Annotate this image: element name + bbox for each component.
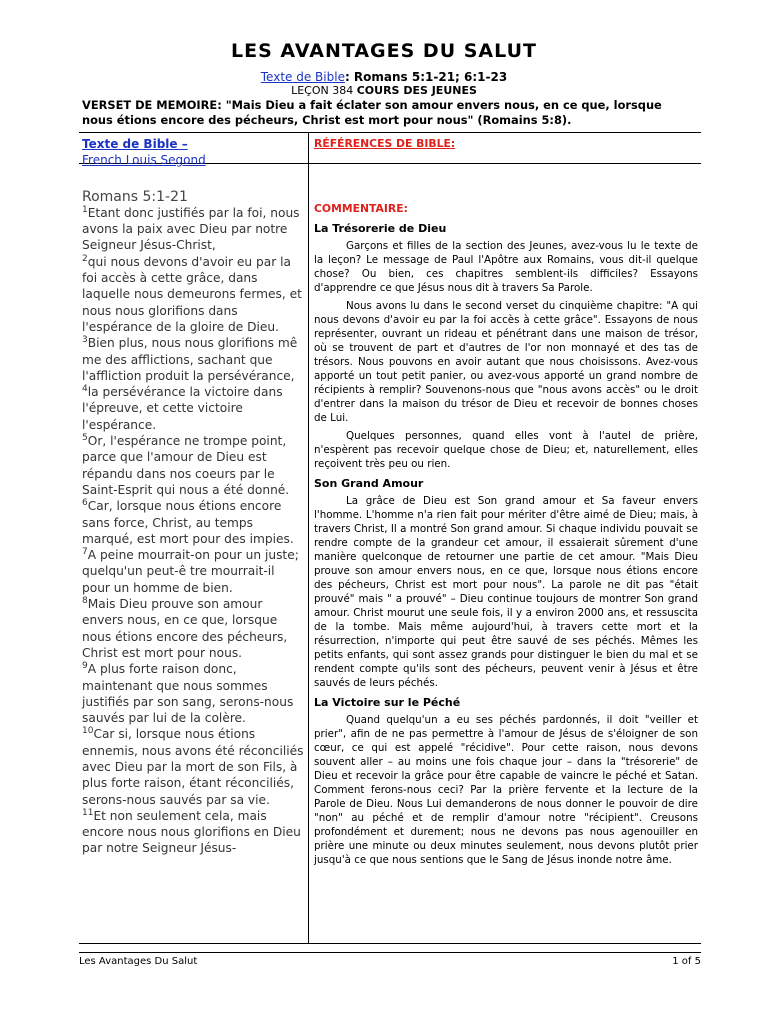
lesson-course: COURS DES JEUNES — [356, 84, 477, 97]
lesson-number: LEÇON 384 — [291, 84, 357, 97]
verse-number: 4 — [82, 384, 88, 395]
verse-number: 1 — [82, 204, 88, 215]
section-heading: Son Grand Amour — [314, 477, 424, 490]
verse-number: 3 — [82, 335, 88, 346]
verse — [82, 384, 304, 433]
references-heading: RÉFÉRENCES DE BIBLE: — [314, 137, 456, 150]
memory-verse: VERSET DE MEMOIRE: "Mais Dieu a fait éclater son amour envers nous, en ce que, lorsque nous étions encore des pécheurs, Christ est mort pour nous" (Romains 5:8). — [82, 98, 662, 127]
verse-number: 8 — [82, 595, 88, 606]
verse-text: la persévérance la victoire dans l'épreuve, et cette victoire l'espérance. — [82, 385, 283, 432]
verse-text: A plus forte raison donc, maintenant que nous sommes justifiés par son sang, serons-nous sauvés par lui de la colère. — [82, 662, 294, 726]
source-version-link[interactable]: French Louis Segond — [82, 153, 206, 168]
verse-text: Et non seulement cela, mais encore nous nous glorifions en Dieu par notre Seigneur Jésus- — [82, 808, 301, 856]
verse-text: Car, lorsque nous étions encore sans force, Christ, au temps marqué, est mort pour des impies. — [82, 499, 294, 546]
commentary-paragraph: Garçons et filles de la section des Jeunes, avez-vous lu le texte de la leçon? Le message de Paul l'Apôtre aux Romains, vous dit-il quelque chose? Ou bien, ces chapitres semblent-ils difficiles? Essayons d'apprendre ce que Jésus nous dit à travers Sa Parole. — [314, 240, 698, 294]
verse-text: Car si, lorsque nous étions ennemis, nous avons été réconciliés avec Dieu par la mort de son Fils, à plus forte raison, étant réconciliés, serons-nous sauvés par sa vie. — [82, 727, 304, 807]
commentary-paragraph: Quelques personnes, quand elles vont à l'autel de prière, n'espèrent pas recevoir quelque chose de Dieu; et, naturellement, elles reçoivent très peu ou rien. — [314, 430, 698, 470]
scripture-line — [0, 70, 768, 84]
verse-number: 5 — [82, 432, 88, 443]
verse-text: Mais Dieu prouve son amour envers nous, en ce que, lorsque nous étions encore des pécheurs, Christ est mort pour nous. — [82, 597, 288, 660]
verse-text: Or, l'espérance ne trompe point, parce que l'amour de Dieu est répandu dans nos coeurs par le Saint-Esprit qui nous a été donné. — [82, 434, 290, 497]
page-footer — [79, 952, 701, 967]
verse-list — [82, 205, 304, 857]
page-number: 1 of 5 — [672, 956, 701, 967]
commentary-column — [314, 137, 698, 871]
scripture-refs: : Romans 5:1-21; 6:1-23 — [344, 70, 508, 84]
lesson-line — [0, 84, 768, 97]
verse — [82, 498, 304, 547]
verse-number: 11 — [82, 807, 94, 818]
verse — [82, 433, 304, 498]
commentary-paragraph: Nous avons lu dans le second verset du cinquième chapitre: "A qui nous devons d'avoir eu par la foi accès à cette grâce". Essayons de nous représenter, ouvrant un rideau et pénétrant dans une maison de trésor, où se trouvent de part et d'autres de l'or non monnayé et des tas de trésors. Nous pouvons en avoir autant que nous choisissons. Avez-vous apporté un tout petit panier, ou avez-vous apporté un grand nombre de récipients à remplir? Souvenons-nous que "nous avons accès" ou le droit d'entrer dans la maison du trésor de Dieu et recevoir de bonnes choses de Lui. — [314, 300, 698, 424]
verse — [82, 547, 304, 596]
verse-number: 7 — [82, 547, 88, 558]
verse-text: Etant donc justifiés par la foi, nous avons la paix avec Dieu par notre Seigneur Jésus-Christ, — [82, 205, 300, 253]
verse-number: 9 — [82, 661, 88, 672]
section-heading: La Victoire sur le Péché — [314, 696, 461, 709]
bible-text-column — [82, 136, 304, 857]
verse-number: 2 — [82, 253, 88, 264]
scripture-link[interactable]: Texte de Bible — [260, 70, 345, 84]
verse — [82, 596, 304, 661]
verse — [82, 726, 304, 807]
footer-title: Les Avantages Du Salut — [79, 956, 198, 967]
verse — [82, 661, 304, 726]
section-heading: La Trésorerie de Dieu — [314, 222, 447, 235]
verse — [82, 335, 304, 384]
lesson-title: LES AVANTAGES DU SALUT — [231, 40, 537, 62]
verse — [82, 808, 304, 857]
chapter-heading: Romans 5:1-21 — [82, 188, 188, 205]
source-title-link[interactable]: Texte de Bible – — [82, 137, 188, 151]
verse-number: 10 — [82, 726, 94, 737]
verse-text: A peine mourrait-on pour un juste; quelqu'un peut-ê tre mourrait-il pour un homme de bien. — [82, 548, 299, 595]
verse-text: Bien plus, nous nous glorifions mê me des afflictions, sachant que l'affliction produit la persévérance, — [82, 336, 298, 383]
lesson-table — [79, 132, 701, 944]
commentary-paragraph: Quand quelqu'un a eu ses péchés pardonnés, il doit "veiller et prier", afin de ne pas permettre à l'amour de Jésus de s'éloigner de son cœur, ce qui est appelé "récidive". Pour cette raison, nous devons souvent aller – au moins une fois chaque jour – dans la "trésorerie" de Dieu et recevoir la grâce pour être capable de vaincre le péché et Satan. Comment ferons-nous ceci? Par la prière fervente et la lecture de la Parole de Dieu. Nous Lui demanderons de nous donner le pouvoir de dire "non" au péché et de remplir d'amour notre "récipient". Creusons profondément et durement; nous ne devons pas nous agenouiller en prière une minute ou deux minutes seulement, nous devons plutôt prier jusqu'à ce que nous sentions que le Sang de Jésus inonde notre âme. — [314, 714, 698, 866]
commentary-heading: COMMENTAIRE: — [314, 202, 408, 215]
column-divider — [308, 133, 309, 943]
verse-number: 6 — [82, 498, 88, 509]
commentary-sections — [314, 222, 698, 867]
commentary-paragraph: La grâce de Dieu est Son grand amour et Sa faveur envers l'homme. L'homme n'a rien fait pour mériter d'être aimé de Dieu; mais, à travers Christ, Il a montré Son grand amour. Si chaque individu pouvait se rendre compte de la grandeur cet amour, il essaierait sûrement d'une manière quelconque de retourner une partie de cet amour. "Mais Dieu prouve son amour envers nous, en ce que, lorsque nous étions encore des pécheurs, Christ est mort pour nous". La parole ne dit pas "était prouvé" mais " a prouvé" – Dieu continue toujours de montrer Son grand amour. Christ mourut une seule fois, il y a environ 2000 ans, et ressuscita de la tombe. Mais même aujourd'hui, à travers cette mort et la résurrection, n'importe qui peut être sauvé de ses péchés. Mêmes les petits enfants, qui sont assez grands pour distinguer le bien du mal et se rendent compte qu'ils sont des pécheurs, peuvent venir à Jésus et être sauvés de leurs péchés. — [314, 495, 698, 689]
verse — [82, 254, 304, 335]
verse-text: qui nous devons d'avoir eu par la foi accès à cette grâce, dans laquelle nous demeurons fermes, et nous nous glorifions dans l'espérance de la gloire de Dieu. — [82, 254, 302, 334]
verse — [82, 205, 304, 254]
